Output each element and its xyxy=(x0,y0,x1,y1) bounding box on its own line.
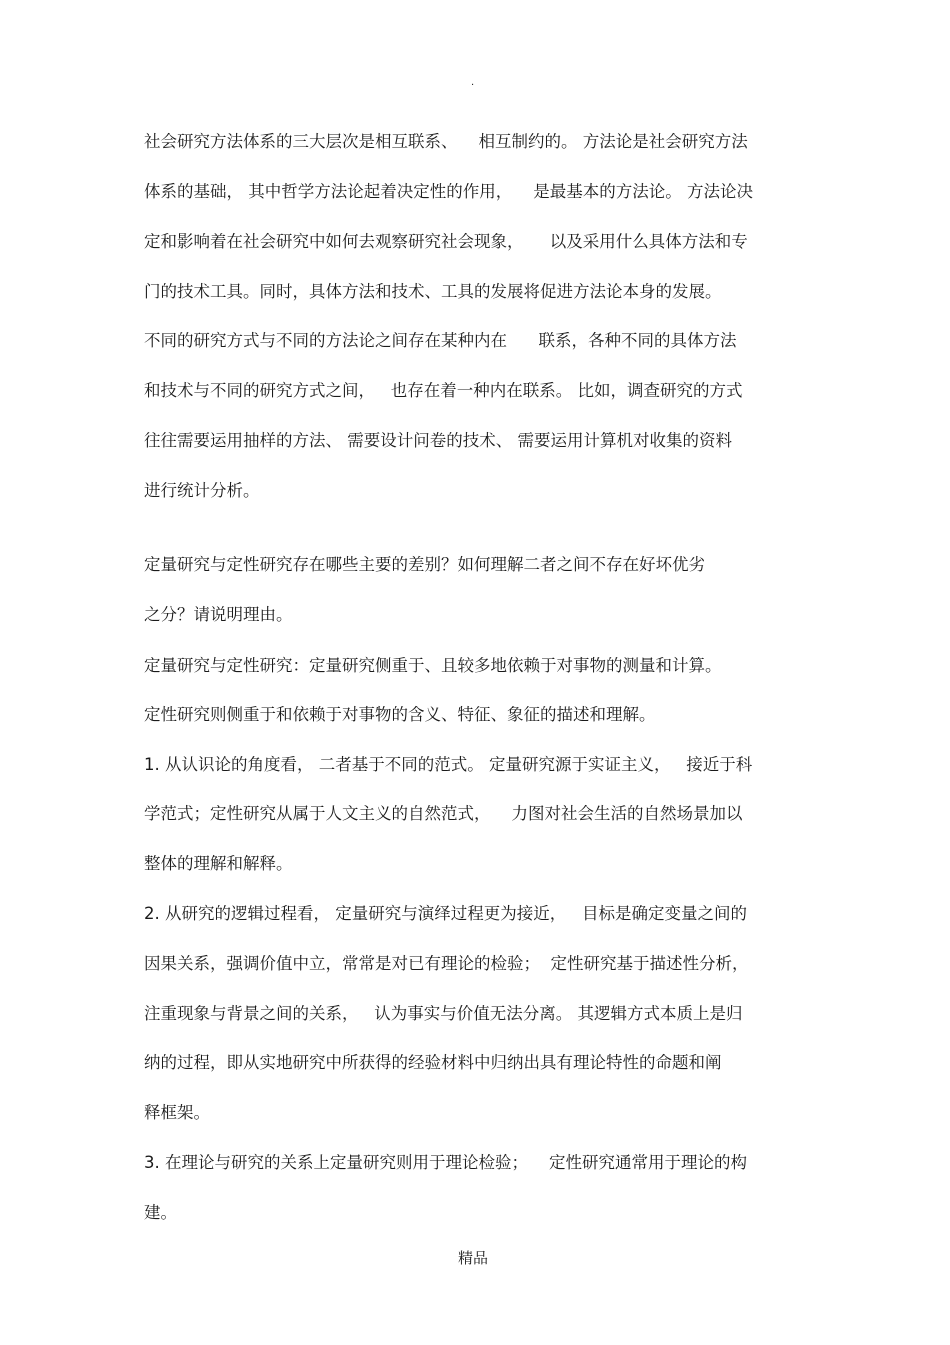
text-line: 定和影响着在社会研究中如何去观察研究社会现象， 以及采用什么具体方法和专 xyxy=(144,232,748,251)
page-footer: 精品 xyxy=(458,1249,489,1267)
text-line: 体系的基础， 其中哲学方法论起着决定性的作用， 是最基本的方法论。 方法论决 xyxy=(144,182,753,201)
question-line: 之分？请说明理由。 xyxy=(144,605,293,624)
header-dot: . xyxy=(471,77,475,88)
text-line: 不同的研究方式与不同的方法论之间存在某种内在 联系，各种不同的具体方法 xyxy=(144,331,737,350)
text-line: 整体的理解和解释。 xyxy=(144,854,293,873)
text-line: 进行统计分析。 xyxy=(144,481,260,500)
text-line: 往往需要运用抽样的方法、 需要设计问卷的技术、 需要运用计算机对收集的资料 xyxy=(144,431,732,450)
text-line: 定性研究则侧重于和依赖于对事物的含义、特征、象征的描述和理解。 xyxy=(144,705,656,724)
text-line: 因果关系，强调价值中立，常常是对已有理论的检验； 定性研究基于描述性分析， xyxy=(144,954,749,973)
text-line: 定量研究与定性研究：定量研究侧重于、且较多地依赖于对事物的测量和计算。 xyxy=(144,656,722,675)
text-line: 注重现象与背景之间的关系， 认为事实与价值无法分离。 其逻辑方式本质上是归 xyxy=(144,1004,743,1023)
text-line: 门的技术工具。同时，具体方法和技术、工具的发展将促进方法论本身的发展。 xyxy=(144,282,722,301)
text-line: 3. 在理论与研究的关系上定量研究则用于理论检验； 定性研究通常用于理论的构 xyxy=(144,1153,747,1172)
text-line: 2. 从研究的逻辑过程看， 定量研究与演绎过程更为接近， 目标是确定变量之间的 xyxy=(144,904,747,923)
text-line: 社会研究方法体系的三大层次是相互联系、 相互制约的。 方法论是社会研究方法 xyxy=(144,132,748,151)
text-line: 学范式；定性研究从属于人文主义的自然范式， 力图对社会生活的自然场景加以 xyxy=(144,804,743,823)
text-line: 和技术与不同的研究方式之间， 也存在着一种内在联系。 比如，调查研究的方式 xyxy=(144,381,743,400)
text-line: 建。 xyxy=(144,1203,177,1222)
text-line: 纳的过程，即从实地研究中所获得的经验材料中归纳出具有理论特性的命题和阐 xyxy=(144,1053,722,1072)
question-line: 定量研究与定性研究存在哪些主要的差别？如何理解二者之间不存在好坏优劣 xyxy=(144,555,705,574)
text-line: 1. 从认识论的角度看， 二者基于不同的范式。 定量研究源于实证主义， 接近于科 xyxy=(144,755,753,774)
text-line: 释框架。 xyxy=(144,1103,210,1122)
